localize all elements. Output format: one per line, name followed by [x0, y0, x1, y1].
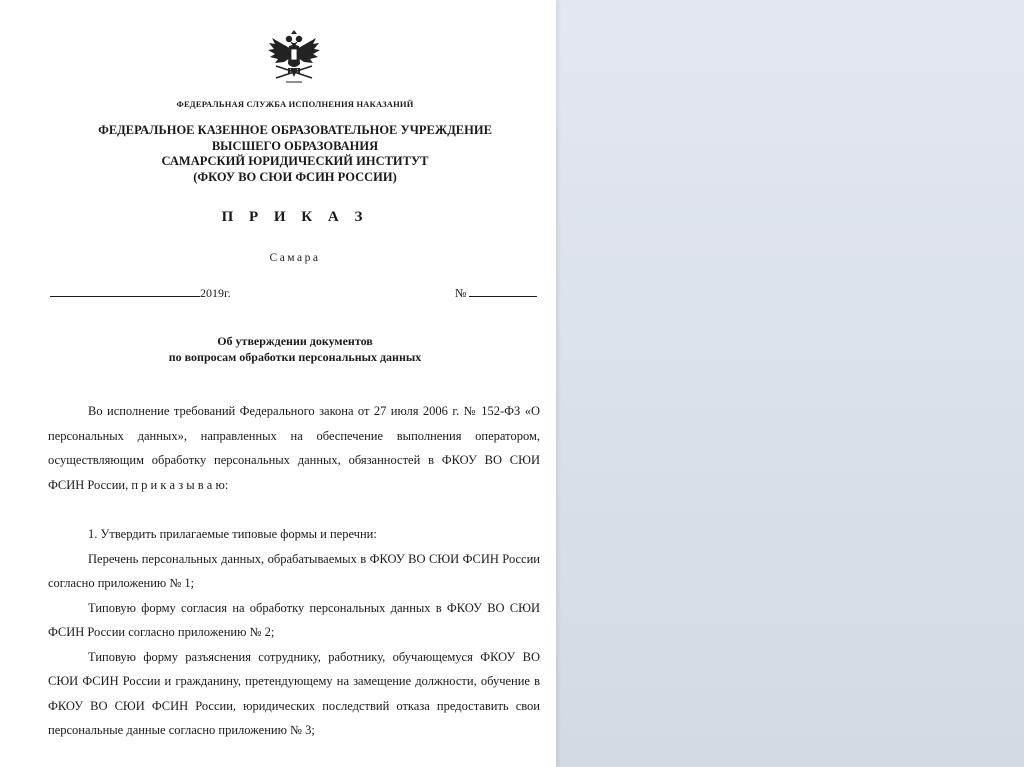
institution-abbreviation: (ФКОУ ВО СЮИ ФСИН РОССИИ) [193, 169, 397, 184]
date-line [50, 286, 231, 301]
subject-line: Об утверждении документов [217, 334, 373, 348]
number-label: № [455, 286, 467, 300]
institution-line: САМАРСКИЙ ЮРИДИЧЕСКИЙ ИНСТИТУТ [161, 154, 429, 168]
item-1-3: Типовую форму разъяснения сотруднику, работнику, обучающемуся ФКОУ ВО СЮИ ФСИН России и гражданину, претендующему на замещение должности, обучение в ФКОУ ВО СЮИ ФСИН России, юридических последствий отказа предоставить свои персональные данные согласно приложению № 3; [48, 649, 540, 737]
date-blank [50, 296, 200, 297]
intro-text: Во исполнение требований Федерального закона от 27 июля 2006 г. № 152-ФЗ «О персональных данных», направленных на обеспечение выполнения оператором, осуществляющим обработку персональных данных, обязанностей в ФКОУ ВО СЮИ ФСИН России, п р и к а з ы в а ю: [48, 404, 540, 492]
service-header: ФЕДЕРАЛЬНАЯ СЛУЖБА ИСПОЛНЕНИЯ НАКАЗАНИЙ [176, 99, 414, 109]
item-1-2: Типовую форму согласия на обработку персональных данных в ФКОУ ВО СЮИ ФСИН России согласно приложению № 2; [48, 600, 540, 639]
document-type: П Р И К А З [221, 209, 369, 225]
intro-paragraph [48, 399, 540, 497]
item-1-1: Перечень персональных данных, обрабатываемых в ФКОУ ВО СЮИ ФСИН России согласно приложению № 1; [48, 551, 540, 590]
subject-title [0, 333, 556, 365]
institution-line: ФЕДЕРАЛЬНОЕ КАЗЕННОЕ ОБРАЗОВАТЕЛЬНОЕ УЧРЕЖДЕНИЕ [98, 123, 492, 137]
city: Самара [269, 252, 321, 264]
number-line [455, 286, 537, 301]
item-1: 1. Утвердить прилагаемые типовые формы и перечни: [88, 527, 377, 541]
institution-name [0, 123, 556, 185]
order-items [48, 522, 540, 743]
institution-line: ВЫСШЕГО ОБРАЗОВАНИЯ [211, 138, 379, 153]
date-year: 2019г. [200, 286, 231, 300]
subject-line: по вопросам обработки персональных данных [168, 350, 422, 364]
number-blank [469, 296, 537, 297]
background-panel [556, 0, 1024, 767]
eagle-emblem-icon [266, 30, 322, 84]
